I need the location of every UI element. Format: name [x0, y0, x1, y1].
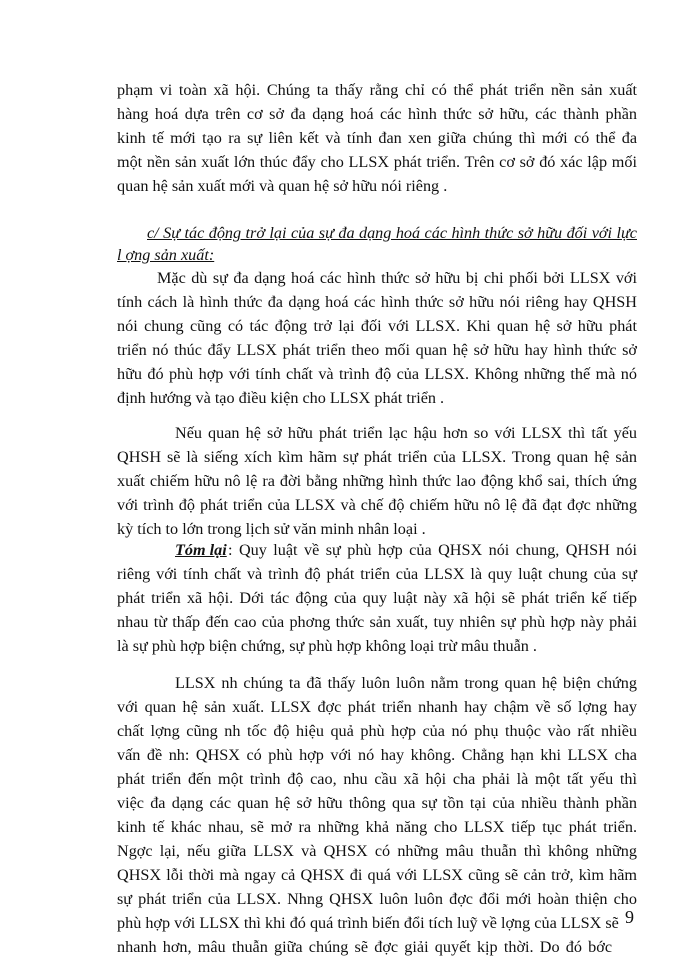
text-line: phạm vi toàn xã hội. Chúng ta thấy rằng chỉ có thể phát triển nền sản xuất: [117, 81, 637, 99]
text-line: nhau từ thấp đến cao của phơng thức sản xuất, tuy nhiên sự phù hợp này phải: [117, 613, 637, 631]
text-line: triển nó thúc đẩy LLSX phát triển theo mối quan hệ sở hữu hay hình thức sở: [117, 341, 637, 359]
text-line: với quan hệ sản xuất. LLSX đợc phát triển nhanh hay chậm về số lợng hay: [117, 698, 637, 716]
text-line: : Quy luật về sự phù hợp của QHSX nói chung, QHSH nói: [228, 541, 637, 559]
text-line: một nền sản xuất lớn thúc đẩy cho LLSX phát triển. Trên cơ sở đó xác lập mối: [117, 153, 637, 171]
text-line: kinh tế khác nhau, sẽ mở ra những khả năng cho LLSX tiếp tục phát triển.: [117, 818, 637, 836]
text-line: định hướng và tạo điều kiện cho LLSX phát triển .: [117, 389, 445, 407]
text-line: là sự phù hợp biện chứng, sự phù hợp không loại trừ mâu thuẫn .: [117, 637, 537, 655]
section-heading: l ợng sản xuất:: [117, 246, 215, 264]
text-line: Nếu quan hệ sở hữu phát triển lạc hậu hơn so với LLSX thì tất yếu: [175, 424, 637, 442]
text-line: LLSX nh chúng ta đã thấy luôn luôn nằm trong quan hệ biện chứng: [175, 674, 637, 692]
text-line: phát triển xã hội. Dới tác động của quy luật này xã hội sẽ phát triển kế tiếp: [117, 589, 637, 607]
text-line: tính cách là hình thức đa dạng hoá các hình thức sở hữu nói riêng hay QHSH: [117, 293, 637, 311]
text-line: Mặc dù sự đa dạng hoá các hình thức sở hữu bị chi phối bởi LLSX với: [157, 269, 637, 287]
text-line: quan hệ sản xuất mới và quan hệ sở hữu nói riêng .: [117, 177, 448, 195]
text-line: vấn đề nh: QHSX có phù hợp với nó hay không. Chẳng hạn khi LLSX cha: [117, 746, 637, 764]
text-line: phát triển đến một trình độ cao, nhu cầu xã hội cha phải là một tất yếu thì: [117, 770, 637, 788]
text-line: việc đa dạng các quan hệ sở hữu thông qua sự tồn tại của nhiều thành phần: [117, 794, 637, 812]
text-line: riêng với tính chất và trình độ phát triển của LLSX là quy luật chung của sự: [117, 565, 637, 583]
section-heading: c/ Sự tác động trở lại của sự đa dạng hoá các hình thức sở hữu đối với lực: [147, 224, 637, 242]
text-line: QHSH sẽ là siếng xích kìm hãm sự phát triển của LLSX. Trong quan hệ sản: [117, 448, 637, 466]
text-line: chất lợng cũng nh tốc độ hiệu quả phù hợp của nó phụ thuộc vào rất nhiều: [117, 722, 637, 740]
text-line: Ngợc lại, nếu giữa LLSX và QHSX có những mâu thuẫn thì không những: [117, 842, 637, 860]
text-line: phù hợp với LLSX thì khi đó quá trình biến đổi tích luỹ về lợng của LLSX sẽ: [117, 914, 619, 932]
text-line: sự phát triển của LLSX. Nhng QHSX luôn luôn đợc đổi mới hoàn thiện cho: [117, 890, 637, 908]
text-line: hữu đó phù hợp với tính chất và trình độ của LLSX. Không những thế mà nó: [117, 365, 637, 383]
text-line: hàng hoá dựa trên cơ sở đa dạng hoá các hình thức sở hữu, các thành phần: [117, 105, 637, 123]
text-line: QHSX lỗi thời mà ngay cả QHSX đi quá với LLSX cũng sẽ cản trở, kìm hãm: [117, 866, 637, 884]
text-line: với trình độ phát triển của LLSX và chế độ chiếm hữu nô lệ đã đạt đợc những: [117, 496, 637, 514]
text-line: kinh tế mới tạo ra sự liên kết và tính đan xen giữa chúng thì mới có thể đa: [117, 129, 637, 147]
text-line: xuất chiếm hữu nô lệ ra đời bằng những hình thức lao động khổ sai, thích ứng: [117, 472, 637, 490]
lead-in-label: Tóm lại: [175, 541, 227, 559]
text-line: kỳ tích to lớn trong lịch sử văn minh nhân loại .: [117, 520, 426, 538]
text-line: nhanh hơn, mâu thuẫn giữa chúng sẽ đợc giải quyết kịp thời. Do đó bớc: [117, 938, 612, 956]
page-number: 9: [625, 907, 634, 927]
text-line: nói chung cũng có tác động trở lại đối với LLSX. Khi quan hệ sở hữu phát: [117, 317, 637, 335]
